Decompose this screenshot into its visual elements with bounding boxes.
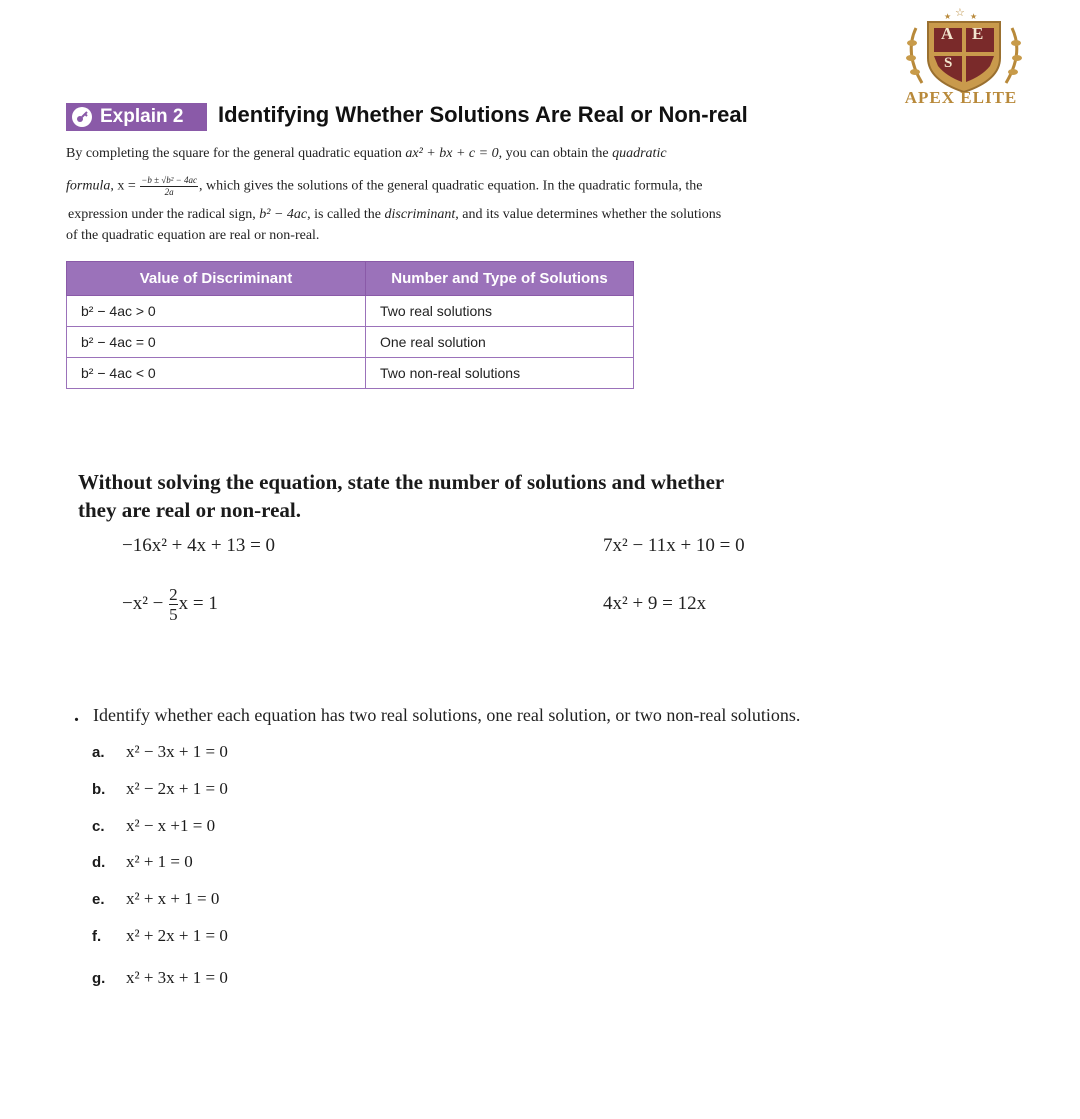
explain-badge-label: Explain 2 bbox=[100, 106, 184, 127]
question-prompt-line-2: they are real or non-real. bbox=[78, 498, 301, 522]
table-row bbox=[67, 327, 634, 358]
list-item: d. x² + 1 = 0 bbox=[92, 852, 193, 871]
logo-letter-s: S bbox=[944, 55, 953, 71]
list-item: b. x² − 2x + 1 = 0 bbox=[92, 779, 228, 798]
logo-name: APEX ELITE bbox=[904, 88, 1018, 107]
intro-line-1: By completing the square for the general quadratic equation ax² + bx + c = 0, you can obtain the quadratic bbox=[66, 146, 667, 161]
table-cell-type: Two non-real solutions bbox=[366, 358, 634, 389]
fraction-two-fifths: $\frac{2}{5}$ bbox=[169, 585, 178, 624]
key-icon bbox=[72, 107, 92, 127]
bullet-dot: . bbox=[74, 704, 79, 726]
equation-4: 4x² + 9 = 12x bbox=[603, 593, 707, 614]
table-row bbox=[67, 358, 634, 389]
equation-2: 7x² − 11x + 10 = 0 bbox=[603, 535, 745, 556]
table-header-type: Number and Type of Solutions bbox=[366, 262, 634, 296]
equation-3: −x² − $\frac{2}{5}$ x = 1 bbox=[122, 585, 218, 624]
table-cell-type: One real solution bbox=[366, 327, 634, 358]
list-item: f. x² + 2x + 1 = 0 bbox=[92, 926, 228, 945]
table-cell-value: b² − 4ac > 0 bbox=[67, 296, 366, 327]
question-prompt-line-1: Without solving the equation, state the number of solutions and whether bbox=[78, 470, 725, 494]
table-cell-type: Two real solutions bbox=[366, 296, 634, 327]
svg-text:★: ★ bbox=[944, 12, 952, 21]
table-cell-value: b² − 4ac < 0 bbox=[67, 358, 366, 389]
shield-crest-icon bbox=[880, 8, 1050, 98]
logo-letter-a: A bbox=[941, 24, 954, 43]
intro-line-4: of the quadratic equation are real or non-real. bbox=[66, 228, 320, 243]
intro-line-2: formula, x = $\frac{\text{−b ± √b² − 4ac}}{2a}$ , which gives the solutions of the general quadratic equation. In the quadratic formula, the bbox=[66, 175, 703, 197]
list-item: a. x² − 3x + 1 = 0 bbox=[92, 742, 228, 761]
list-item: c. x² − x +1 = 0 bbox=[92, 816, 216, 835]
list-item: g. x² + 3x + 1 = 0 bbox=[92, 968, 228, 987]
svg-text:★: ★ bbox=[970, 12, 978, 21]
equation-1: −16x² + 4x + 13 = 0 bbox=[122, 535, 276, 556]
table-header-value: Value of Discriminant bbox=[67, 262, 366, 296]
table-header-row bbox=[67, 262, 634, 296]
logo-letter-e: E bbox=[972, 24, 984, 43]
section-title: Identifying Whether Solutions Are Real or Non-real bbox=[218, 102, 748, 127]
svg-text:☆: ☆ bbox=[955, 8, 965, 19]
question-prompt bbox=[78, 468, 838, 524]
explain-badge bbox=[66, 103, 207, 131]
table-row bbox=[67, 296, 634, 327]
list-item: e. x² + x + 1 = 0 bbox=[92, 889, 220, 908]
identify-instruction: Identify whether each equation has two real solutions, one real solution, or two non-real solutions. bbox=[93, 705, 801, 725]
table-cell-value: b² − 4ac = 0 bbox=[67, 327, 366, 358]
intro-line-3: expression under the radical sign, b² − 4ac, is called the discriminant, and its value determines whether the solutions bbox=[68, 207, 722, 222]
quadratic-formula: $\frac{\text{−b ± √b² − 4ac}}{2a}$ bbox=[141, 175, 197, 197]
discriminant-table bbox=[66, 261, 634, 389]
